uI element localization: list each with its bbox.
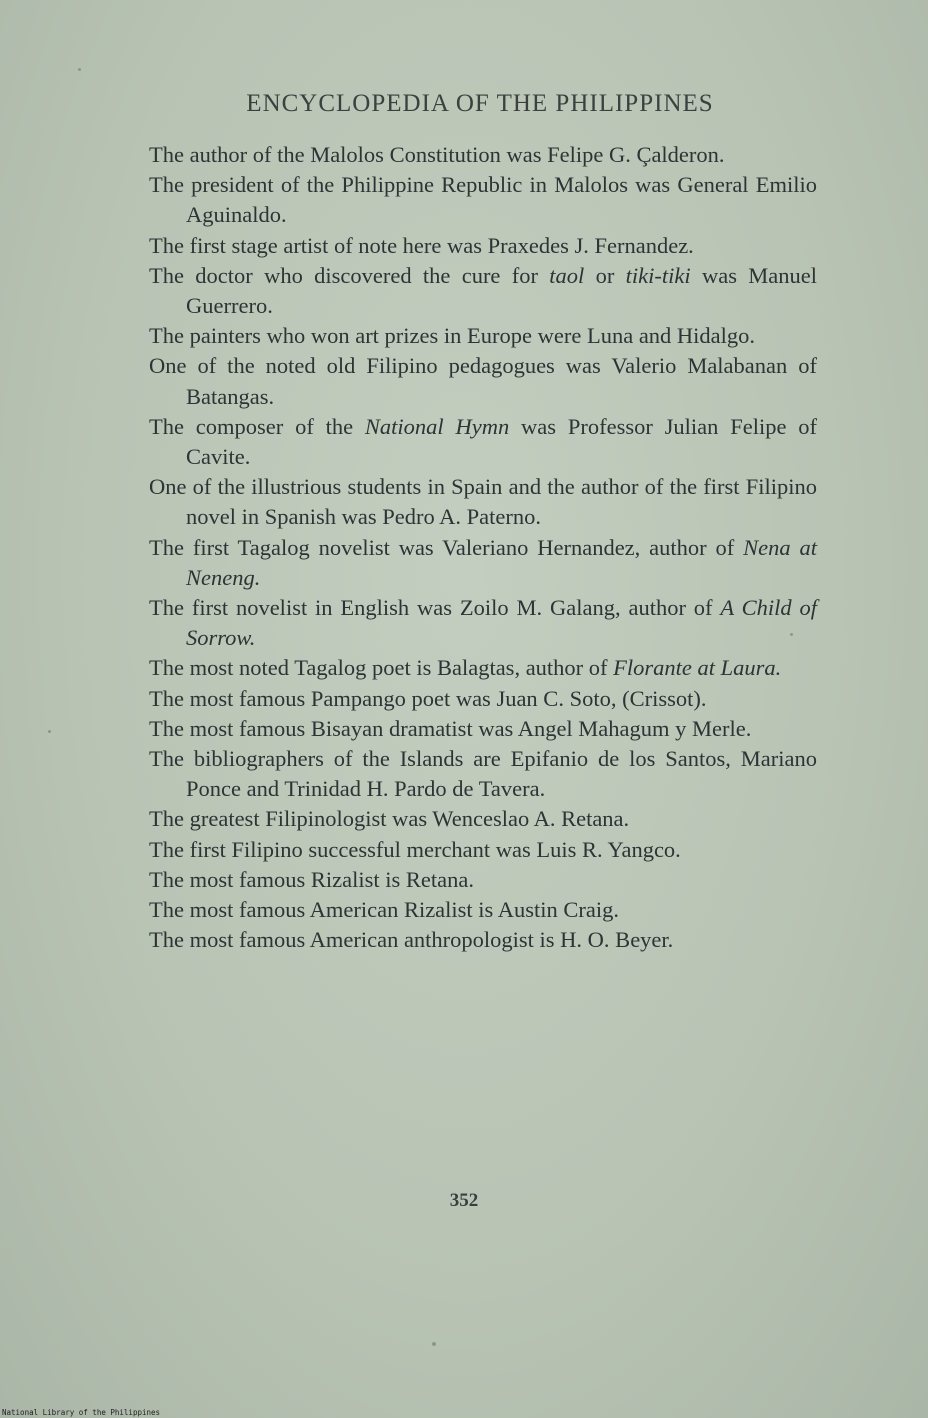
entry-text: The first Tagalog novelist was Valeriano Hernandez, author of [149, 534, 744, 560]
entry-text: The composer of the [149, 413, 365, 439]
entry-text: The painters who won art prizes in Europe were Luna and Hidalgo. [149, 323, 756, 349]
entry-text: The greatest Filipinologist was Wenceslao A. Retana. [149, 806, 630, 832]
entry-text: The most famous Pampango poet was Juan C. Soto, (Crissot). [149, 685, 707, 711]
speck [78, 68, 81, 71]
fact-list [149, 140, 817, 955]
italic-title: National Hymn [364, 413, 510, 439]
fact-entry [149, 653, 817, 683]
fact-entry [149, 351, 817, 411]
fact-entry [149, 321, 817, 351]
fact-entry [149, 804, 817, 834]
fact-entry [149, 140, 817, 170]
library-credit: National Library of the Philippines [2, 1408, 161, 1417]
fact-entry [149, 895, 817, 925]
fact-entry [149, 231, 817, 261]
italic-title: tiki-tiki [625, 262, 691, 288]
fact-entry [149, 925, 817, 955]
entry-text: The author of the Malolos Constitution was Felipe G. Çalderon. [149, 142, 725, 167]
entry-text: The bibliographers of the Islands are Epifanio de los Santos, Mariano Ponce and Trinidad H. Pardo de Tavera. [149, 746, 817, 802]
fact-entry [149, 744, 817, 804]
fact-entry [149, 472, 817, 532]
entry-text: The most famous American anthropologist is H. O. Beyer. [149, 927, 674, 953]
italic-title: A Child of Sorrow. [186, 595, 817, 651]
entry-text: The most famous Rizalist is Retana. [149, 866, 474, 892]
fact-entry [149, 170, 817, 230]
italic-title: taol [549, 262, 585, 288]
fact-entry [149, 261, 817, 321]
speck [48, 730, 51, 733]
entry-text: The first stage artist of note here was Praxedes J. Fernandez. [149, 232, 694, 258]
page-number: 352 [449, 1190, 479, 1211]
entry-text: or [584, 262, 626, 288]
entry-text: One of the illustrious students in Spain and the author of the first Filipino novel in Spanish was Pedro A. Paterno. [149, 474, 817, 530]
entry-text: One of the noted old Filipino pedagogues was Valerio Malabanan of Batangas. [149, 353, 817, 409]
fact-entry [149, 533, 817, 593]
entry-text: The first novelist in English was Zoilo M. Galang, author of [149, 595, 721, 621]
italic-title: Florante at Laura. [613, 655, 782, 681]
entry-text: The most famous American Rizalist is Austin Craig. [149, 897, 619, 923]
fact-entry [149, 835, 817, 865]
entry-text: The most noted Tagalog poet is Balagtas, author of [149, 655, 614, 681]
entry-text: was Manuel Guerrero. [186, 262, 817, 319]
entry-text: The first Filipino successful merchant was Luis R. Yangco. [149, 836, 681, 862]
fact-entry [149, 865, 817, 895]
italic-title: Nena at Neneng. [186, 534, 817, 590]
entry-text: was Professor Julian Felipe of Cavite. [186, 413, 817, 470]
fact-entry [149, 593, 817, 653]
fact-entry [149, 412, 817, 472]
running-header: ENCYCLOPEDIA OF THE PHILIPPINES [246, 90, 714, 117]
entry-text: The most famous Bisayan dramatist was Angel Mahagum y Merle. [149, 715, 752, 741]
fact-entry [149, 714, 817, 744]
entry-text: The doctor who discovered the cure for [149, 262, 550, 288]
fact-entry [149, 684, 817, 714]
entry-text: The president of the Philippine Republic in Malolos was General Emilio Aguinaldo. [149, 172, 817, 228]
speck [432, 1342, 436, 1346]
